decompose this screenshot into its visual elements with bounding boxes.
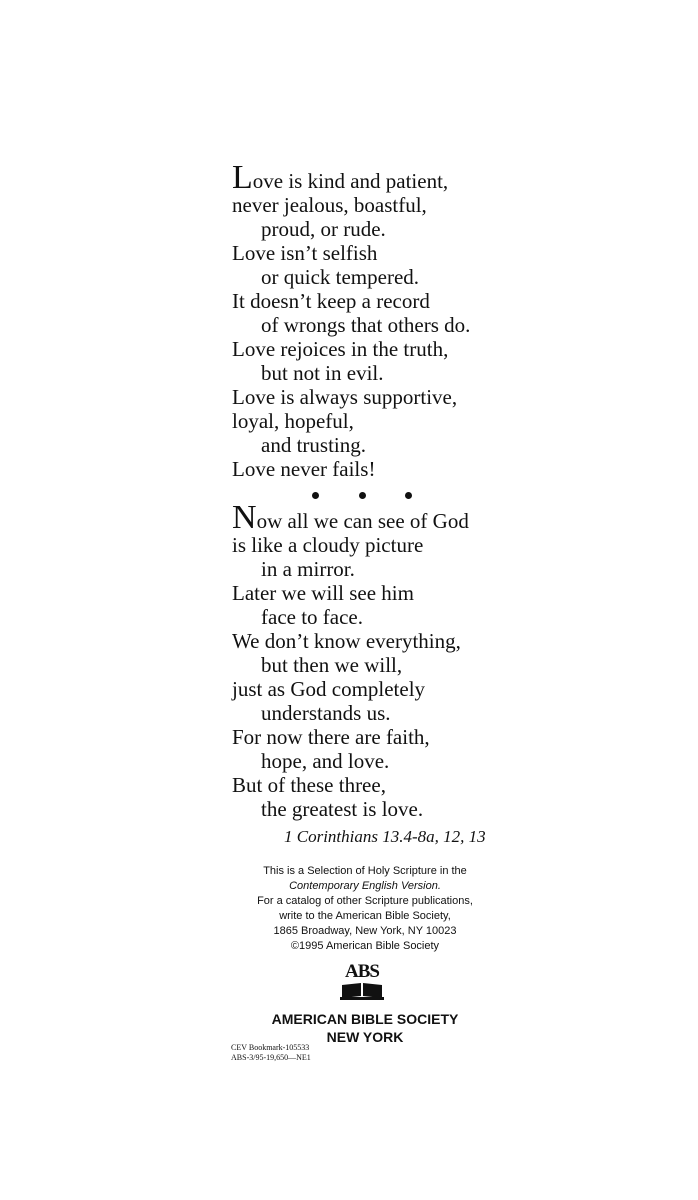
verse-line: It doesn’t keep a record bbox=[232, 289, 430, 313]
copyright-notice: ©1995 American Bible Society bbox=[290, 940, 440, 952]
verse-line: just as God completely bbox=[232, 677, 426, 701]
society-city: NEW YORK bbox=[326, 1029, 404, 1045]
separator-dot bbox=[359, 492, 366, 499]
bookmark-code: CEV Bookmark-105533 bbox=[231, 1043, 310, 1052]
notice-line: write to the American Bible Society, bbox=[279, 910, 451, 922]
scripture-citation: 1 Corinthians 13.4-8a, 12, 13 bbox=[284, 827, 486, 846]
verse-line: but not in evil. bbox=[261, 361, 384, 385]
verse-line: and trusting. bbox=[261, 433, 366, 457]
verse-line: proud, or rude. bbox=[261, 217, 386, 241]
verse-line: but then we will, bbox=[261, 653, 403, 677]
verse-line: Love isn’t selfish bbox=[232, 241, 378, 265]
verse-line: of wrongs that others do. bbox=[261, 313, 471, 337]
verse-line: Love rejoices in the truth, bbox=[232, 337, 449, 361]
verse-line: hope, and love. bbox=[261, 749, 390, 773]
verse-line: or quick tempered. bbox=[261, 265, 420, 289]
verse-line: Love is kind and patient, bbox=[232, 159, 449, 196]
verse-line: is like a cloudy picture bbox=[232, 533, 424, 557]
separator-dot bbox=[405, 492, 412, 499]
notice-line: This is a Selection of Holy Scripture in the bbox=[263, 865, 467, 877]
publisher-notice bbox=[220, 864, 510, 954]
open-book-icon bbox=[340, 982, 384, 1000]
separator-dot bbox=[312, 492, 319, 499]
verse-line: Now all we can see of God bbox=[232, 499, 469, 536]
abs-logo-text: ABS bbox=[345, 961, 379, 982]
society-name-block bbox=[220, 1010, 510, 1046]
passage-love-is-kind bbox=[232, 159, 471, 481]
passage-now-all-we-see bbox=[232, 499, 469, 821]
print-codes bbox=[231, 1043, 311, 1063]
verse-line: face to face. bbox=[261, 605, 363, 629]
verse-lines bbox=[232, 193, 470, 481]
verse-line: For now there are faith, bbox=[232, 725, 430, 749]
verse-line: in a mirror. bbox=[261, 557, 355, 581]
verse-line: Love is always supportive, bbox=[232, 385, 458, 409]
verse-lines bbox=[232, 533, 469, 821]
section-separator bbox=[312, 490, 412, 500]
drop-cap: N bbox=[232, 499, 257, 536]
notice-line: For a catalog of other Scripture publications, bbox=[257, 895, 473, 907]
verse-line: But of these three, bbox=[232, 773, 386, 797]
verse-line: the greatest is love. bbox=[261, 797, 424, 821]
notice-address: 1865 Broadway, New York, NY 10023 bbox=[273, 925, 457, 937]
abs-logo bbox=[340, 962, 384, 1006]
verse-line: Love never fails! bbox=[232, 457, 376, 481]
verse-line: Later we will see him bbox=[232, 581, 414, 605]
verse-line: understands us. bbox=[261, 701, 391, 725]
society-name: AMERICAN BIBLE SOCIETY bbox=[271, 1011, 459, 1027]
print-run-code: ABS-3/95-19,650—NE1 bbox=[231, 1053, 311, 1062]
verse-line: We don’t know everything, bbox=[232, 629, 461, 653]
verse-line: never jealous, boastful, bbox=[232, 193, 427, 217]
verse-line: loyal, hopeful, bbox=[232, 409, 354, 433]
drop-cap: L bbox=[232, 159, 253, 196]
notice-version-title: Contemporary English Version. bbox=[289, 880, 441, 892]
